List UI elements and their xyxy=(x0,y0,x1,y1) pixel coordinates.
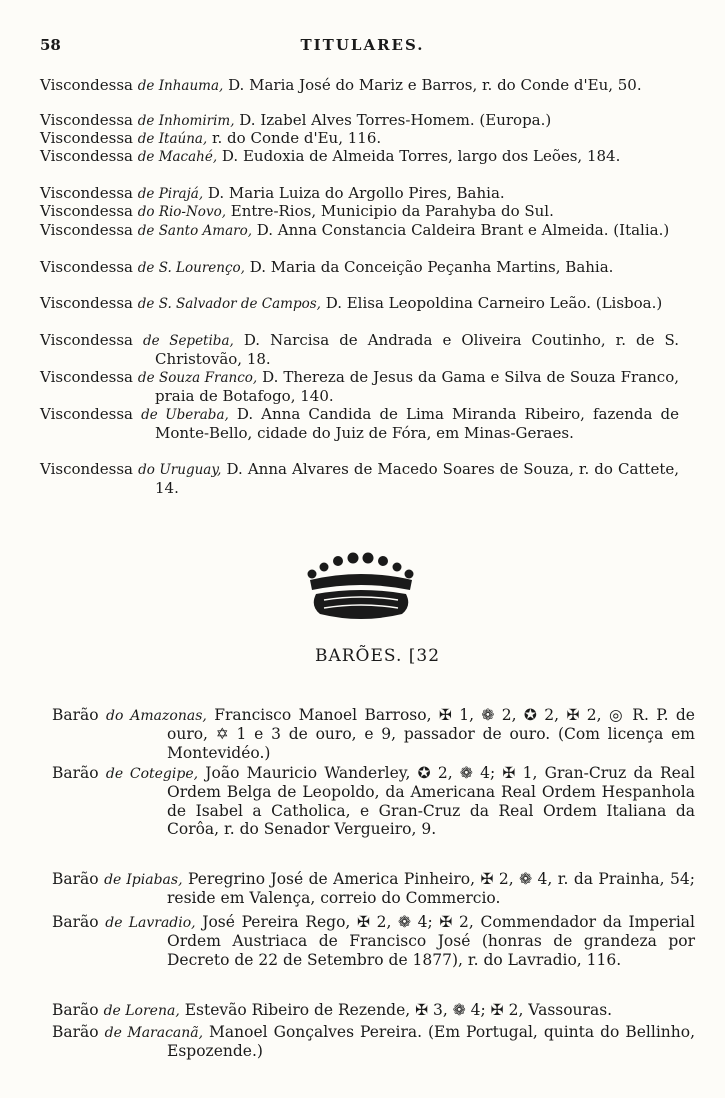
entry-barao: Barão de Lorena, Estevão Ribeiro de Rezende, ✠ 3, ❁ 4; ✠ 2, Vassouras. xyxy=(52,1000,613,1019)
entry-viscondessa: Viscondessa de Inhomirim, D. Izabel Alves Torres-Homem. (Europa.) xyxy=(40,111,552,129)
entry-viscondessa: Viscondessa de Sepetiba, D. Narcisa de Andrada e Oliveira Coutinho, r. de S. Christovão, 18. xyxy=(40,331,679,368)
entry-viscondessa: Viscondessa de Uberaba, D. Anna Candida de Lima Miranda Ribeiro, fazenda de Monte-Bello, cidade do Juiz de Fóra, em Minas-Geraes. xyxy=(40,405,679,442)
section-title-baroes: BARÕES. [32 xyxy=(314,646,441,666)
entry-viscondessa: Viscondessa de S. Lourenço, D. Maria da Conceição Peçanha Martins, Bahia. xyxy=(40,258,614,276)
entry-viscondessa: Viscondessa do Uruguay, D. Anna Alvares de Macedo Soares de Souza, r. do Cattete, 14. xyxy=(40,460,679,497)
entry-viscondessa: Viscondessa de Santo Amaro, D. Anna Constancia Caldeira Brant e Almeida. (Italia.) xyxy=(40,221,670,239)
entry-barao: Barão de Maracanã, Manoel Gonçalves Pereira. (Em Portugal, quinta do Bellinho, Espozende.) xyxy=(52,1022,695,1060)
page-number: 58 xyxy=(40,36,61,54)
entry-barao: Barão de Lavradio, José Pereira Rego, ✠ 2, ❁ 4; ✠ 2, Commendador da Imperial Ordem Austriaca de Francisco José (honras de grandeza por Decreto de 22 de Setembro de 1877), r. do Lavradio, 116. xyxy=(52,912,695,969)
entry-viscondessa: Viscondessa de Pirajá, D. Maria Luiza do Argollo Pires, Bahia. xyxy=(40,184,505,202)
entry-viscondessa: Viscondessa de Souza Franco, D. Thereza de Jesus da Gama e Silva de Souza Franco, praia de Botafogo, 140. xyxy=(40,368,679,405)
entry-viscondessa: Viscondessa de S. Salvador de Campos, D. Elisa Leopoldina Carneiro Leão. (Lisboa.) xyxy=(40,294,663,312)
coronet-ornament xyxy=(302,548,420,626)
entry-barao: Barão do Amazonas, Francisco Manoel Barroso, ✠ 1, ❁ 2, ✪ 2, ✠ 2, ◎ R. P. de ouro, ✡ 1 e 3 de ouro, e 9, passador de ouro. (Com licença em Montevidéo.) xyxy=(52,705,695,762)
entry-barao: Barão de Cotegipe, João Mauricio Wanderley, ✪ 2, ❁ 4; ✠ 1, Gran-Cruz da Real Ordem Belga de Leopoldo, da Americana Real Ordem Hespanhola de Isabel a Catholica, e Gran-Cruz da Real Ordem Italiana da Corôa, r. do Senador Vergueiro, 9. xyxy=(52,763,695,838)
entry-viscondessa: Viscondessa de Itaúna, r. do Conde d'Eu, 116. xyxy=(40,129,382,147)
entry-viscondessa: Viscondessa de Inhauma, D. Maria José do Mariz e Barros, r. do Conde d'Eu, 50. xyxy=(40,76,642,94)
entry-viscondessa: Viscondessa de Macahé, D. Eudoxia de Almeida Torres, largo dos Leões, 184. xyxy=(40,147,621,165)
entry-viscondessa: Viscondessa do Rio-Novo, Entre-Rios, Municipio da Parahyba do Sul. xyxy=(40,202,554,220)
running-title: TITULARES. xyxy=(300,36,425,54)
coronet-band xyxy=(310,574,412,590)
entry-barao: Barão de Ipiabas, Peregrino José de America Pinheiro, ✠ 2, ❁ 4, r. da Prainha, 54; reside em Valença, correio do Commercio. xyxy=(52,869,695,907)
